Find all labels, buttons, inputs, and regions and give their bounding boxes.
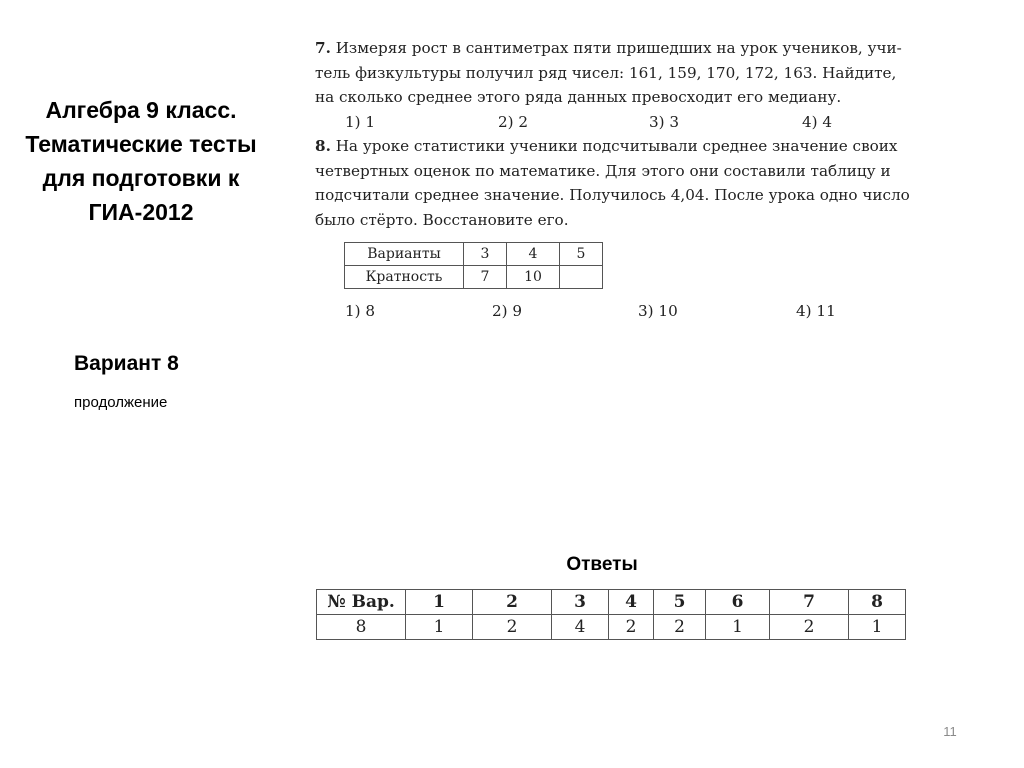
- answers-header-cell: 8: [849, 590, 906, 615]
- problem-8-option: 4) 11: [796, 302, 836, 320]
- problem-8-options: [345, 302, 945, 326]
- problem-8-text: подсчитали среднее значение. Получилось 4,04. После урока одно число: [315, 186, 910, 204]
- problem-8-option: 1) 8: [345, 302, 376, 320]
- page-number: 11: [943, 724, 957, 739]
- problem-7-number: 7.: [315, 39, 331, 57]
- title-line: Алгебра 9 класс.: [45, 97, 237, 123]
- variant-label: Вариант 8: [74, 352, 179, 375]
- frequency-cell: 3: [464, 243, 507, 266]
- problem-8-number: 8.: [315, 137, 331, 155]
- problem-8-text: было стёрто. Восстановите его.: [315, 210, 569, 229]
- slide-title: [0, 93, 282, 229]
- frequency-row-label: Кратность: [345, 266, 464, 289]
- answers-header-cell: 5: [654, 590, 706, 615]
- continuation-label: продолжение: [74, 394, 168, 411]
- answers-header-cell: 2: [473, 590, 552, 615]
- answers-header-cell: 3: [552, 590, 609, 615]
- answers-table: [316, 589, 906, 640]
- frequency-cell: [560, 266, 603, 289]
- problem-8-text: четвертных оценок по математике. Для этого они составили таблицу и: [315, 161, 891, 180]
- problem-7-option: 2) 2: [498, 112, 529, 131]
- frequency-row-multiplicity: [345, 266, 603, 289]
- answers-header-cell: 4: [609, 590, 654, 615]
- frequency-table: [344, 242, 603, 289]
- problem-8-option: 3) 10: [638, 302, 678, 320]
- answers-header-row: [317, 590, 906, 615]
- title-line: ГИА-2012: [88, 199, 194, 225]
- answers-cell: 1: [849, 615, 906, 640]
- problem-7-option: 3) 3: [649, 112, 680, 131]
- title-line: для подготовки к: [42, 165, 240, 191]
- problem-8-line: [315, 134, 963, 159]
- answers-cell: 2: [473, 615, 552, 640]
- problems-block: [315, 36, 963, 232]
- answers-title: Ответы: [566, 554, 638, 575]
- problem-7-text: на сколько среднее этого ряда данных превосходит его медиану.: [315, 88, 842, 106]
- answers-cell: 1: [706, 615, 770, 640]
- problem-7-line: [315, 36, 963, 61]
- problem-7-text: Измеряя рост в сантиметрах пяти пришедших на урок учеников, учи-: [335, 39, 902, 57]
- answers-header-cell: № Вар.: [317, 590, 406, 615]
- answers-cell: 4: [552, 615, 609, 640]
- frequency-row-variants: [345, 243, 603, 266]
- problem-7-option: 4) 4: [802, 112, 833, 131]
- problem-7-text: тель физкультуры получил ряд чисел: 161, 159, 170, 172, 163. Найдите,: [315, 63, 897, 82]
- frequency-row-label: Варианты: [345, 243, 464, 266]
- frequency-cell: 4: [507, 243, 560, 266]
- answers-cell: 2: [654, 615, 706, 640]
- problem-7-options: [315, 110, 963, 135]
- frequency-cell: 10: [507, 266, 560, 289]
- frequency-cell: 5: [560, 243, 603, 266]
- answers-cell: 2: [609, 615, 654, 640]
- answers-cell: 2: [770, 615, 849, 640]
- answers-cell: 1: [406, 615, 473, 640]
- answers-row: [317, 615, 906, 640]
- problem-8-option: 2) 9: [492, 302, 523, 320]
- problem-8-text: На уроке статистики ученики подсчитывали среднее значение своих: [335, 137, 898, 155]
- problem-7-option: 1) 1: [345, 112, 376, 131]
- answers-header-cell: 6: [706, 590, 770, 615]
- title-line: Тематические тесты: [25, 131, 257, 157]
- answers-cell: 8: [317, 615, 406, 640]
- answers-header-cell: 7: [770, 590, 849, 615]
- answers-header-cell: 1: [406, 590, 473, 615]
- frequency-cell: 7: [464, 266, 507, 289]
